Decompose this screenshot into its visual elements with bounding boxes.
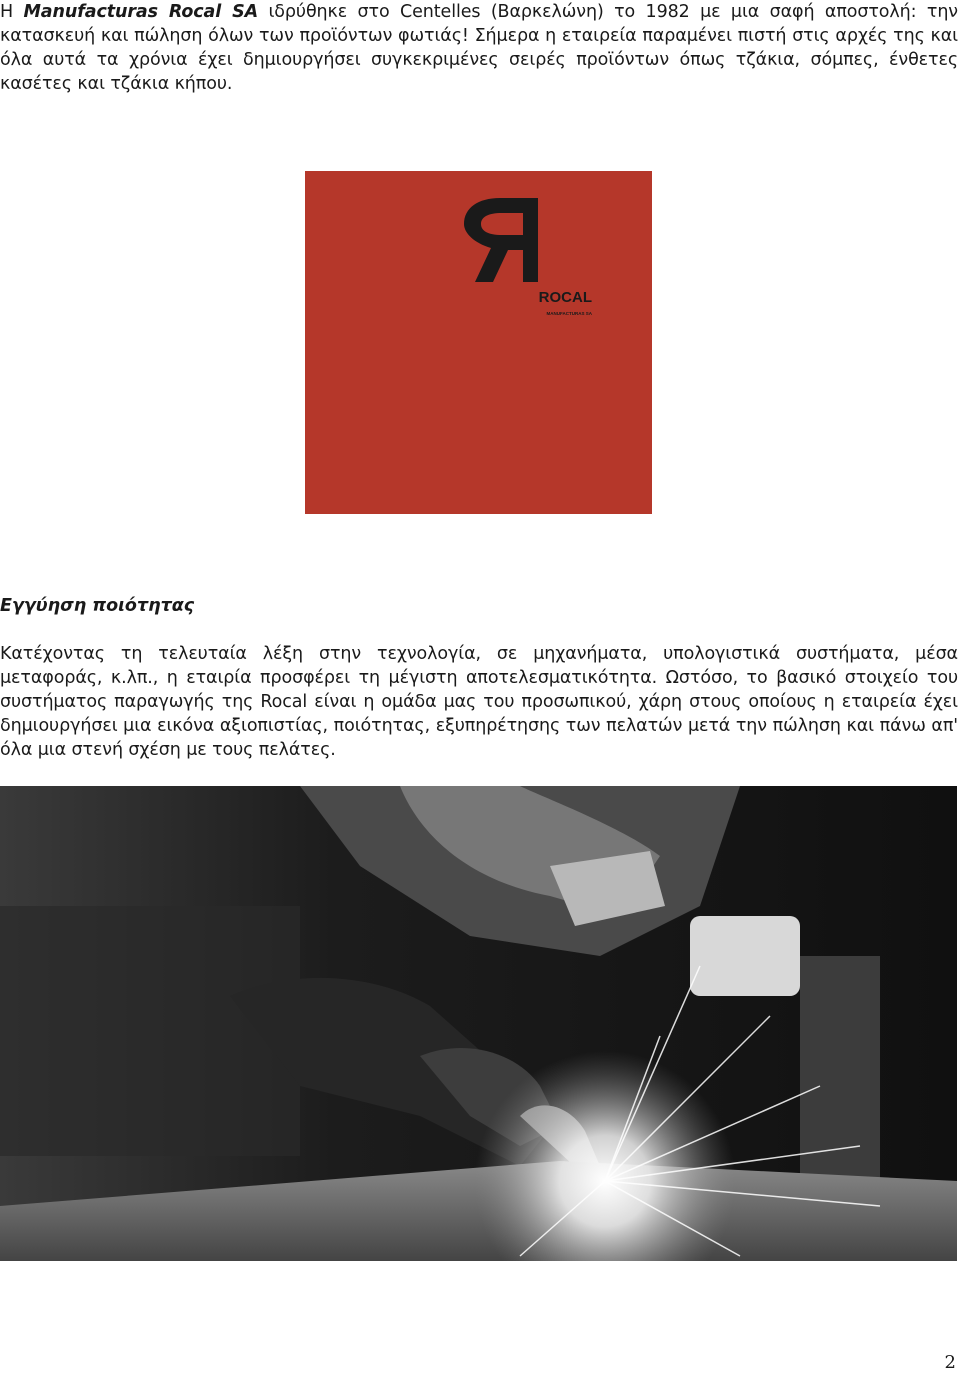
rocal-logo-graphic: [305, 171, 652, 514]
logo-tagline: MANUFACTURAS SA: [546, 311, 592, 316]
quality-heading: Εγγύηση ποιότητας: [0, 596, 195, 616]
gas-canister: [690, 916, 800, 996]
welding-illustration: [0, 786, 957, 1261]
intro-paragraph: [0, 0, 958, 96]
page-number: 2: [944, 1352, 956, 1373]
intro-prefix: Η: [0, 2, 24, 22]
machine-column: [800, 956, 880, 1186]
company-name: Manufacturas Rocal SA: [23, 2, 259, 22]
intro-text: ιδρύθηκε στο Centelles (Βαρκελώνη) το 1982 με μια σαφή αποστολή: την κατασκευή και πώληση όλων των προϊόντων φωτιάς! Σήμερα η εταιρεία παραμένει πιστή στις αρχές της και όλα αυτά τα χρόνια έχει δημιουργήσει συγκεκριμένες σειρές προϊόντων όπως τζάκια, σόμπες, ένθετες κασέτες και τζάκια κήπου.: [0, 2, 958, 94]
quality-paragraph: Κατέχοντας τη τελευταία λέξη στην τεχνολογία, σε μηχανήματα, υπολογιστικά συστήματα, μέσα μεταφοράς, κ.λπ., η εταιρία προσφέρει τη μέγιστη αποτελεσματικότητα. Ωστόσο, το βασικό στοιχείο του συστήματος παραγωγής της Rocal είναι η ομάδα μας του προσωπικού, χάρη στους οποίους η εταιρεία έχει δημιουργήσει μια εικόνα αξιοπιστίας, ποιότητας, εξυπηρέτησης των πελατών μετά την πώληση και πάνω απ' όλα μια στενή σχέση με τους πελάτες.: [0, 644, 958, 760]
welder-photo: [0, 786, 957, 1261]
workshop-wall: [0, 906, 300, 1156]
rocal-logo: [305, 171, 652, 514]
logo-brand-name: ROCAL: [538, 289, 592, 306]
